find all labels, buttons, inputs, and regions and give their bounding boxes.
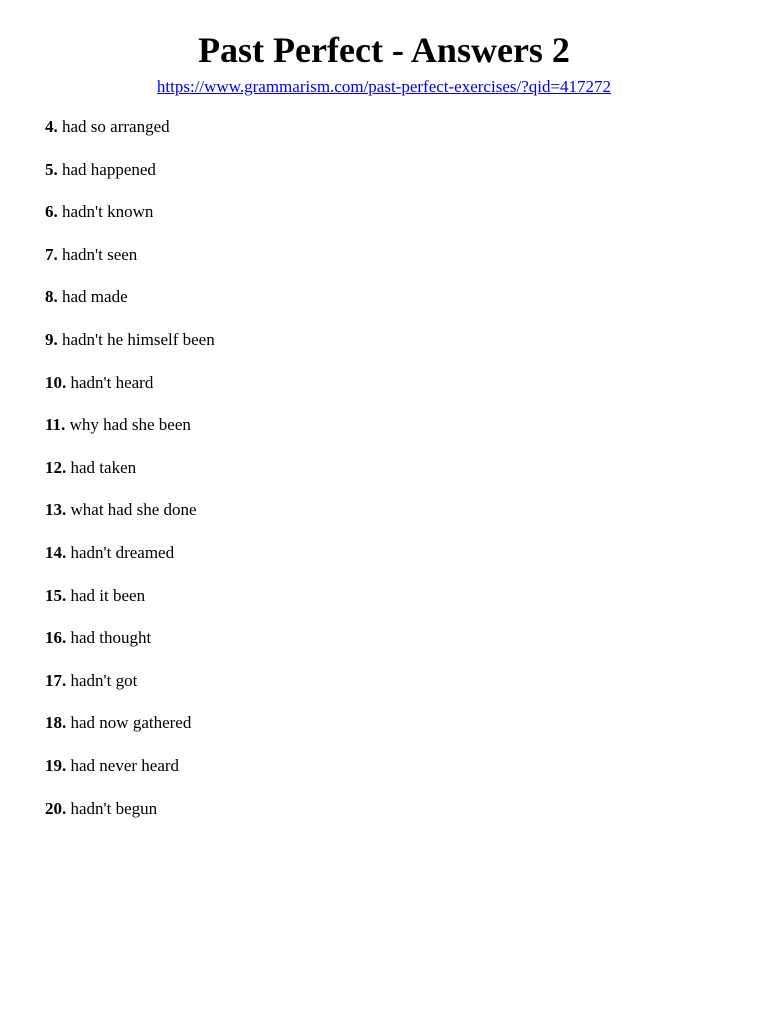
answer-text: hadn't he himself been [62, 329, 215, 349]
answer-text: had taken [70, 457, 137, 477]
answer-number: 5. [45, 159, 58, 179]
answer-number: 11. [45, 415, 66, 435]
answer-item [45, 116, 215, 159]
answer-item [45, 286, 215, 329]
answer-item [45, 499, 215, 542]
answer-text: hadn't heard [70, 372, 154, 392]
answer-item [45, 244, 215, 287]
answer-item [45, 755, 215, 798]
answer-text: why had she been [69, 415, 191, 435]
answer-text: hadn't dreamed [70, 542, 175, 562]
answer-number: 9. [45, 329, 58, 349]
source-link-container [0, 76, 768, 98]
answer-item [45, 670, 215, 713]
source-link[interactable]: https://www.grammarism.com/past-perfect-exercises/?qid=417272 [156, 77, 612, 96]
answer-number: 15. [45, 585, 67, 605]
answer-number: 7. [45, 244, 58, 264]
page-title: Past Perfect - Answers 2 [198, 30, 570, 70]
answer-text: hadn't known [62, 202, 154, 222]
answer-text: hadn't seen [62, 244, 138, 264]
answer-item [45, 542, 215, 585]
answer-item [45, 457, 215, 500]
answer-item [45, 414, 215, 457]
answer-number: 4. [45, 117, 58, 136]
answer-number: 6. [45, 202, 58, 222]
answer-item [45, 585, 215, 628]
answer-item [45, 201, 215, 244]
answer-text: had made [62, 287, 128, 307]
answer-number: 14. [45, 542, 67, 562]
answer-item [45, 627, 215, 670]
answer-text: what had she done [70, 500, 197, 520]
answer-number: 19. [45, 755, 67, 775]
answer-number: 18. [45, 713, 67, 733]
answer-number: 8. [45, 287, 58, 307]
answer-text: hadn't begun [70, 798, 158, 818]
answer-number: 13. [45, 500, 67, 520]
answer-list [45, 116, 215, 840]
answer-text: hadn't got [70, 670, 138, 690]
answer-item [45, 712, 215, 755]
answer-number: 20. [45, 798, 67, 818]
answer-text: had happened [62, 159, 156, 179]
answer-item [45, 159, 215, 202]
answer-item [45, 372, 215, 415]
answer-number: 16. [45, 628, 67, 648]
answer-number: 10. [45, 372, 67, 392]
answer-number: 17. [45, 670, 67, 690]
answer-text: had now gathered [70, 713, 192, 733]
answer-text: had thought [70, 628, 152, 648]
answer-number: 12. [45, 457, 67, 477]
answer-item [45, 798, 215, 841]
answer-item [45, 329, 215, 372]
answer-text: had never heard [70, 755, 180, 775]
answer-text: had so arranged [62, 117, 170, 136]
answer-text: had it been [70, 585, 146, 605]
